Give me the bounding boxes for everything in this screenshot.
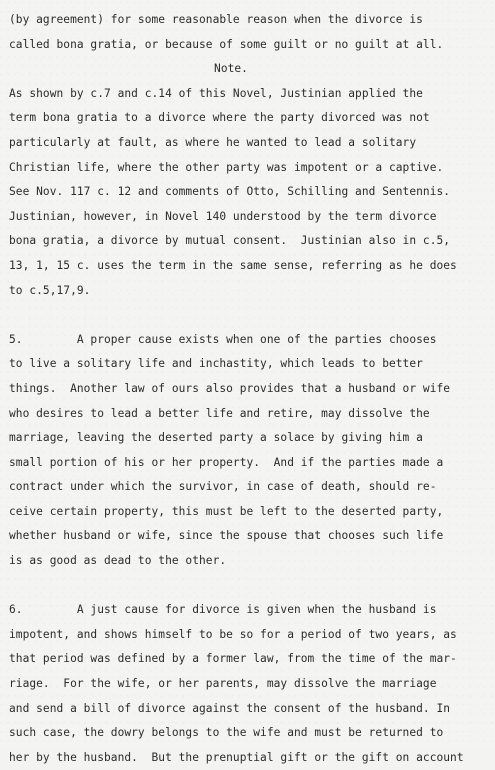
- text-line: 5. A proper cause exists when one of the parties chooses: [9, 332, 437, 346]
- text-line: small portion of his or her property. And if the parties made a: [9, 455, 444, 469]
- text-line: her by the husband. But the prenuptial gift or the gift on account: [9, 750, 464, 764]
- text-line: such case, the dowry belongs to the wife and must be returned to: [9, 726, 444, 740]
- section-5: [9, 328, 483, 574]
- paragraph-gap: [9, 574, 483, 599]
- text-line: (by agreement) for some reasonable reason when the divorce is: [9, 13, 423, 26]
- text-line: is as good as dead to the other.: [9, 554, 227, 568]
- paragraph-intro: [9, 8, 483, 57]
- text-line: who desires to lead a better life and retire, may dissolve the: [9, 406, 430, 420]
- section-6: [9, 598, 483, 770]
- text-line: 13, 1, 15 c. uses the term in the same sense, referring as he does: [9, 258, 457, 272]
- text-line: Christian life, where the other party was impotent or a captive.: [9, 160, 444, 174]
- text-line: to c.5,17,9.: [9, 283, 91, 297]
- text-line: called bona gratia, or because of some guilt or no guilt at all.: [9, 37, 444, 51]
- text-line: bona gratia, a divorce by mutual consent. Justinian also in c.5,: [9, 234, 451, 248]
- text-line: term bona gratia to a divorce where the party divorced was not: [9, 111, 430, 125]
- text-line: 6. A just cause for divorce is given when the husband is: [9, 603, 437, 617]
- text-line: whether husband or wife, since the spouse that chooses such life: [9, 529, 444, 543]
- text-line: Justinian, however, in Novel 140 understood by the term divorce: [9, 209, 437, 223]
- text-line: ceive certain property, this must be left to the deserted party,: [9, 504, 444, 518]
- text-line: things. Another law of ours also provides that a husband or wife: [9, 381, 451, 395]
- text-line: and send a bill of divorce against the consent of the husband. In: [9, 701, 451, 715]
- text-line: that period was defined by a former law, from the time of the mar-: [9, 652, 457, 666]
- text-line: See Nov. 117 c. 12 and comments of Otto, Schilling and Sentennis.: [9, 185, 451, 199]
- text-line: riage. For the wife, or her parents, may dissolve the marriage: [9, 677, 437, 691]
- text-line: contract under which the survivor, in case of death, should re-: [9, 480, 437, 494]
- text-line: particularly at fault, as where he wanted to lead a solitary: [9, 135, 417, 149]
- text-line: marriage, leaving the deserted party a solace by giving him a: [9, 431, 423, 445]
- paragraph-gap: [9, 303, 483, 328]
- note-section: [9, 57, 483, 303]
- text-line: As shown by c.7 and c.14 of this Novel, Justinian applied the: [9, 86, 423, 100]
- text-line: impotent, and shows himself to be so for a period of two years, as: [9, 627, 457, 641]
- note-heading: Note.: [214, 62, 248, 76]
- text-line: to live a solitary life and inchastity, which leads to better: [9, 357, 423, 371]
